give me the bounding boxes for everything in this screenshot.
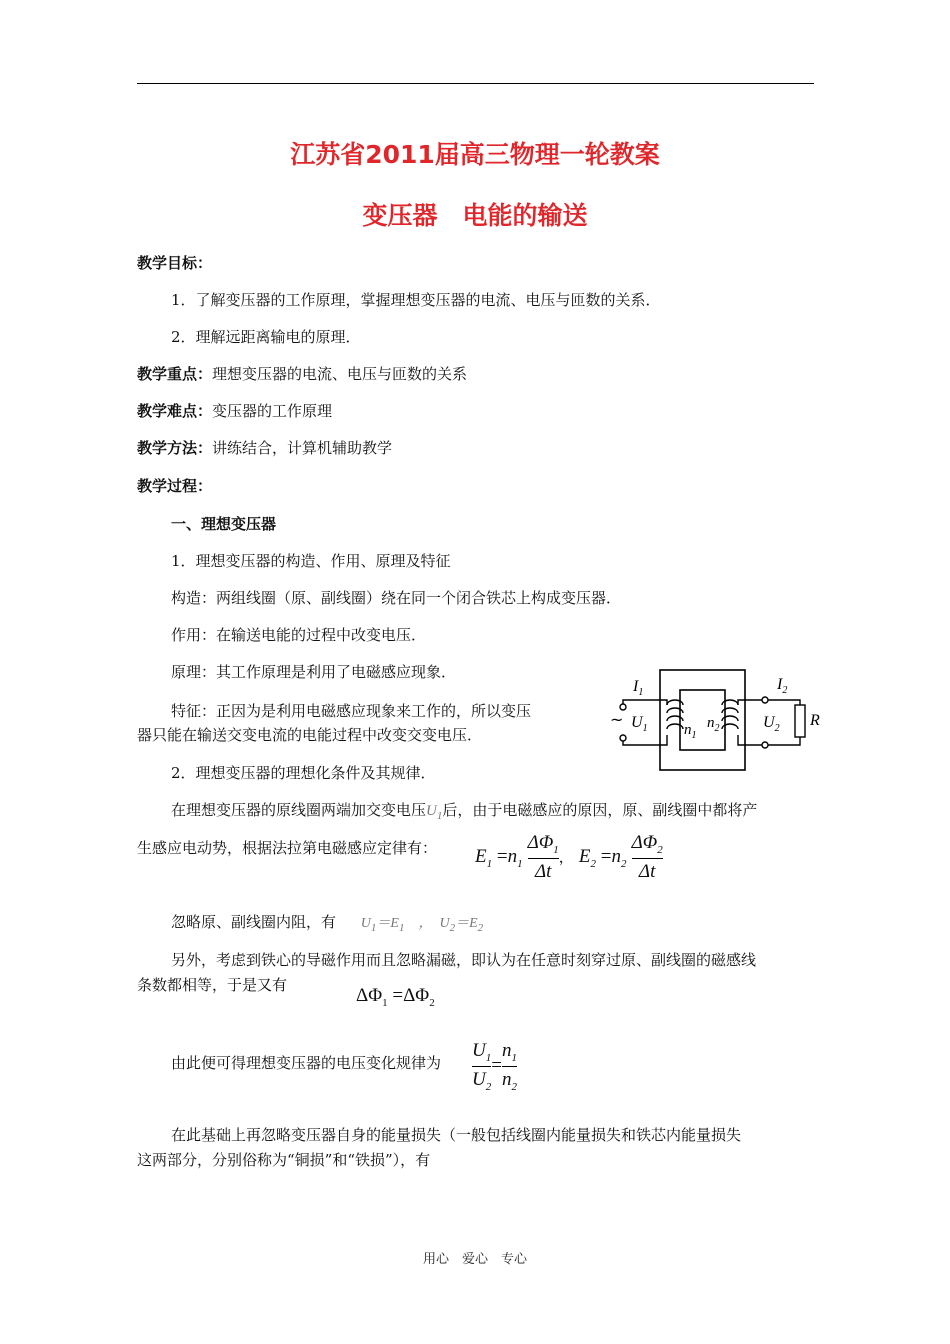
label-r: R [810, 712, 820, 729]
core-inner [680, 690, 725, 750]
paragraph-5-line1: 在此基础上再忽略变压器自身的能量损失（一般包括线圈内能量损失和铁芯内能量损失 [171, 1126, 742, 1144]
structure-text: 构造：两组线圈（原、副线圈）绕在同一个闭合铁芯上构成变压器． [171, 589, 622, 607]
ac-source-icon: ~ [610, 710, 624, 729]
section-heading: 一、理想变压器 [171, 515, 277, 533]
document-title: 江苏省2011届高三物理一轮教案 [290, 140, 660, 169]
feature-text-line1: 特征：正因为是利用电磁感应现象来工作的，所以变压 [171, 702, 532, 720]
paragraph-1-line2: 生感应电动势，根据法拉第电磁感应定律有： [137, 839, 438, 857]
key-point [137, 364, 467, 384]
method-label: 教学方法： [137, 439, 213, 457]
goal-1: 1．了解变压器的工作原理，掌握理想变压器的电流、电压与匝数的关系． [171, 291, 661, 309]
label-n1: $n_1$ [684, 722, 697, 741]
process-heading: 教学过程： [137, 477, 213, 495]
core-outer [660, 670, 745, 770]
paragraph-3-line1: 另外，考虑到铁心的导磁作用而且忽略漏磁，即认为在任意时刻穿过原、副线圈的磁感线 [171, 951, 757, 969]
goal-2: 2．理解远距离输电的原理． [171, 328, 361, 346]
header-rule [137, 83, 814, 84]
difficulty-label: 教学难点： [137, 402, 213, 420]
item-2: 2．理想变压器的理想化条件及其规律． [171, 764, 436, 782]
difficulty-text: 变压器的工作原理 [212, 402, 333, 420]
label-i2: $I_2$ [777, 676, 788, 696]
label-u1: $U_1$ [631, 714, 648, 734]
difficulty-point [137, 401, 332, 421]
document-subtitle: 变压器 电能的输送 [362, 201, 588, 230]
u1-symbol: $U_1$ [426, 803, 443, 822]
item-1: 1．理想变压器的构造、作用、原理及特征 [171, 552, 451, 570]
key-label: 教学重点： [137, 365, 213, 383]
paragraph-2: 忽略原、副线圈内阻，有 $U_1=E_1$ ， $U_2=E_2$ [171, 913, 484, 934]
voltage-ratio-formula: $\frac{U_1}{U_2}$ = $\frac{n_1}{n_2}$ [472, 1040, 517, 1093]
feature-text-line2: 器只能在输送交变电流的电能过程中改变交变电压． [137, 726, 483, 744]
method-text: 讲练结合，计算机辅助教学 [212, 439, 393, 457]
transformer-diagram [605, 665, 830, 775]
principle-text: 原理：其工作原理是利用了电磁感应现象． [171, 663, 457, 681]
paragraph-5-line2: 这两部分，分别俗称为“铜损”和“铁损”），有 [137, 1151, 431, 1169]
function-text: 作用：在输送电能的过程中改变电压． [171, 626, 427, 644]
label-i1: $I_1$ [633, 678, 644, 698]
paragraph-4: 由此便可得理想变压器的电压变化规律为 [171, 1054, 442, 1072]
paragraph-1-line1: 在理想变压器的原线圈两端加交变电压$U_1$后，由于电磁感应的原因，原、副线圈中都将产 [171, 801, 758, 822]
flux-equality-formula: $\Delta\Phi_1 =\Delta\Phi_2$ [356, 985, 435, 1009]
goals-heading: 教学目标： [137, 254, 213, 272]
key-text: 理想变压器的电流、电压与匝数的关系 [212, 365, 468, 383]
label-u2: $U_2$ [763, 714, 780, 734]
faraday-formula: $E_1 =n_1$ $\frac{\Delta\Phi_1}{\Delta t}$ ， $E_2 =n_2$ $\frac{\Delta\Phi_2}{\Delta t}$ [475, 832, 663, 882]
page-footer: 用心 爱心 专心 [422, 1252, 527, 1267]
label-n2: $n_2$ [707, 715, 720, 734]
teaching-method [137, 438, 392, 458]
paragraph-3-line2: 条数都相等，于是又有 [137, 976, 288, 994]
